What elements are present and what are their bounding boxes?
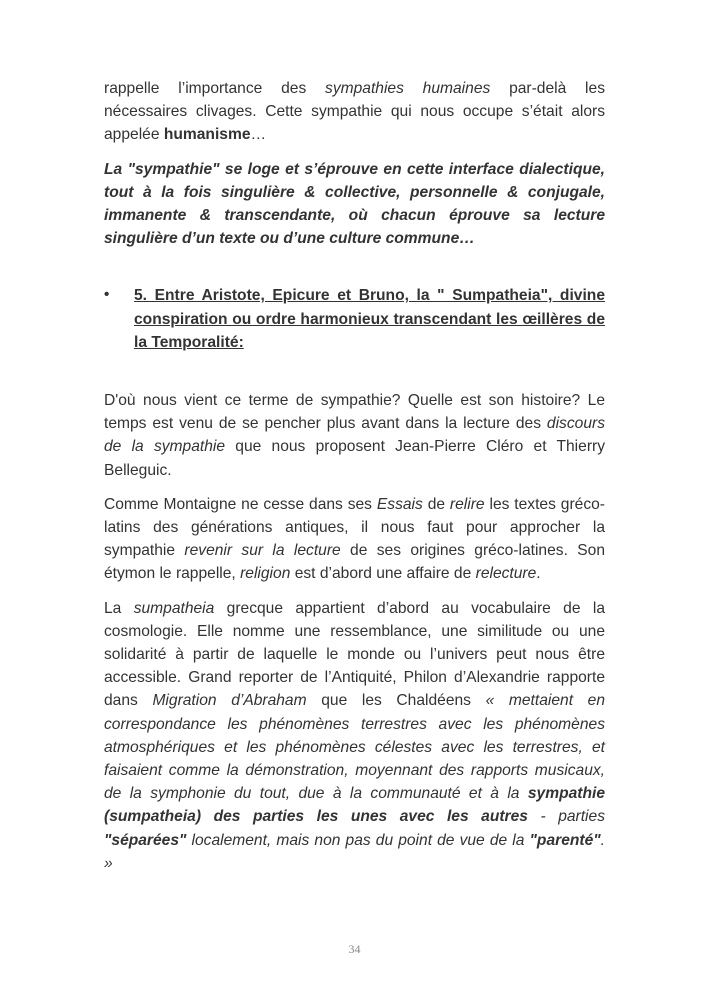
paragraph-sympathie-dialectique: La "sympathie" se loge et s’éprouve en cette interface dialectique, tout à la fois singulière & collective, personnelle & conjugale, immanente & transcendante, où chacun éprouve sa lecture singulière d’un texte ou d’une culture commune… <box>104 160 605 248</box>
document-page <box>104 77 605 875</box>
page-number: 34 <box>348 942 361 956</box>
section-heading <box>104 284 605 354</box>
emphasis-text: sympathies humaines <box>325 80 491 97</box>
emphasis-bold: humanisme <box>163 126 251 144</box>
bullet-icon: • <box>104 286 110 304</box>
paragraph-origine-terme: D'où nous vient ce terme de sympathie? Quelle est son histoire? Le temps est venu de se pencher plus avant dans la lecture des discours de la sympathie que nous proposent Jean-Pierre Cléro et Thierry Belleguic. <box>104 392 605 479</box>
paragraph-sumpatheia: La sumpatheia grecque appartient d’abord au vocabulaire de la cosmologie. Elle nomme une ressemblance, une similitude ou une solidarité à partir de laquelle le monde ou l’univers peut nous être accessible. Grand reporter de l’Antiquité, Philon d’Alexandrie rapporte dans Migration d’Abraham que les Chaldéens « mettaient en correspondance les phénomènes terrestres avec les phénomènes atmosphériques et les phénomènes célestes avec les terrestres, et faisaient comme la démonstration, moyennant des rapports musicaux, de la symphonie du tout, due à la communauté et à la sympathie (sumpatheia) des parties les unes avec les autres - parties "séparées" localement, mais non pas du point de vue de la "parenté". » <box>104 599 605 872</box>
paragraph-montaigne: Comme Montaigne ne cesse dans ses Essais de relire les textes gréco-latins des générations antiques, il nous faut pour approcher la sympathie revenir sur la lecture de ses origines gréco-latines. Son étymon le rappelle, religion est d’abord une affaire de relecture. <box>104 495 605 583</box>
quotation: « mettaient en correspondance les phénomènes terrestres avec les phénomènes atmosphériques et les phénomènes célestes avec les terrestres, et faisaient comme la démonstration, moyennant des rapports musicaux, de la symphonie du tout, due à la communauté et à la <box>104 692 605 803</box>
paragraph-humanisme: rappelle l’importance des sympathies humaines par-delà les nécessaires clivages. Cette sympathie qui nous occupe s’était alors appelée humanisme… <box>104 80 605 144</box>
section-heading-text: 5. Entre Aristote, Epicure et Bruno, la " Sumpatheia", divine conspiration ou ordre harmonieux transcendant les œillères de la Temporalité: <box>134 287 605 351</box>
